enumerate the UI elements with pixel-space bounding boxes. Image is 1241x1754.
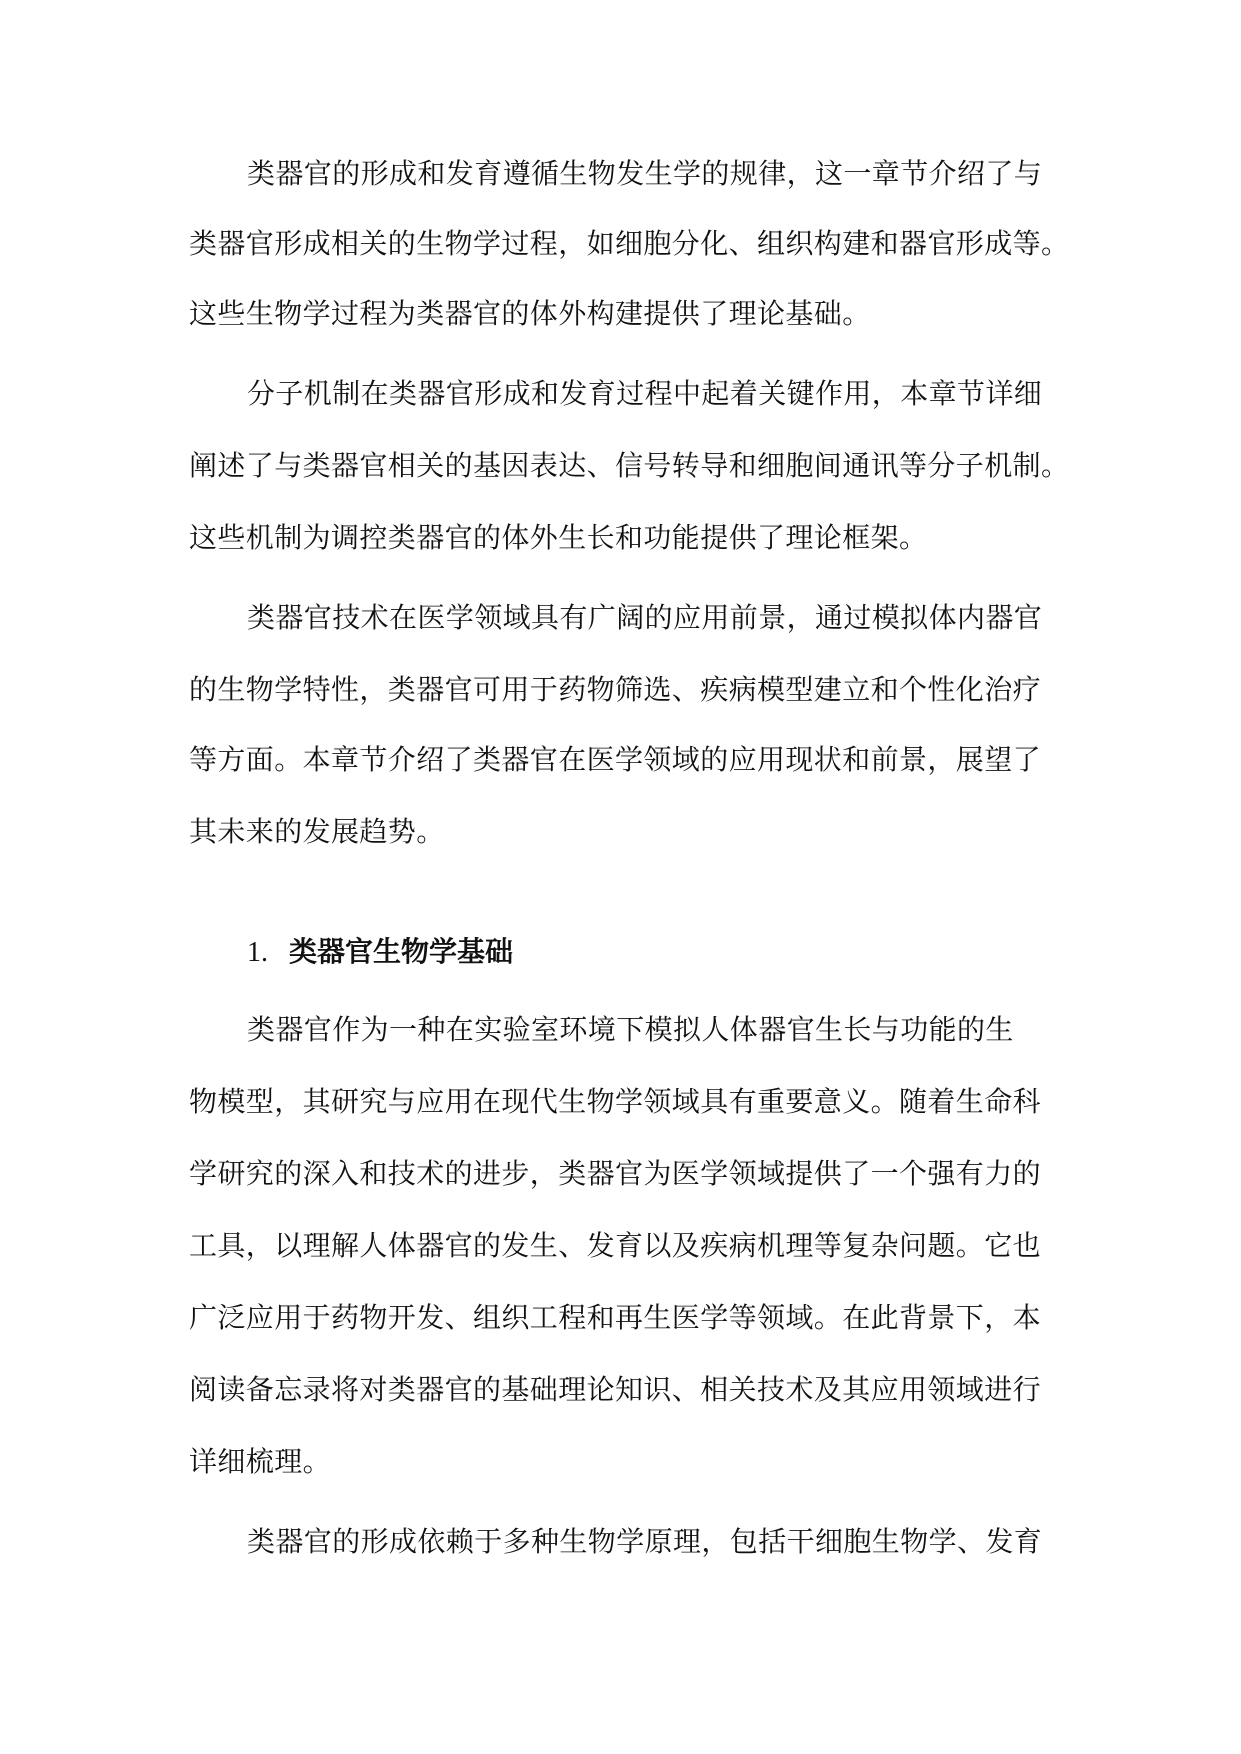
section-paragraph-1-line-1: 类器官作为一种在实验室环境下模拟人体器官生长与功能的生 xyxy=(247,1013,1014,1046)
section-paragraph-1-line-4: 工具，以理解人体器官的发生、发育以及疾病机理等复杂问题。它也 xyxy=(189,1229,1042,1262)
paragraph-2-line-3: 这些机制为调控类器官的体外生长和功能提供了理论框架。 xyxy=(189,521,928,554)
paragraph-2-line-2: 阐述了与类器官相关的基因表达、信号转导和细胞间通讯等分子机制。 xyxy=(189,449,1070,482)
section-paragraph-1-line-7: 详细梳理。 xyxy=(189,1445,332,1478)
section-number: 1. xyxy=(247,937,268,968)
section-paragraph-1-line-5: 广泛应用于药物开发、组织工程和再生医学等领域。在此背景下，本 xyxy=(189,1301,1042,1334)
section-paragraph-2-line-1: 类器官的形成依赖于多种生物学原理，包括干细胞生物学、发育 xyxy=(247,1525,1043,1558)
paragraph-2-line-1: 分子机制在类器官形成和发育过程中起着关键作用，本章节详细 xyxy=(247,377,1043,410)
paragraph-1-line-1: 类器官的形成和发育遵循生物发生学的规律，这一章节介绍了与 xyxy=(247,157,1043,190)
paragraph-3-line-4: 其未来的发展趋势。 xyxy=(189,815,445,848)
section-title: 类器官生物学基础 xyxy=(289,935,514,968)
section-paragraph-1-line-6: 阅读备忘录将对类器官的基础理论知识、相关技术及其应用领域进行 xyxy=(189,1373,1042,1406)
paragraph-3-line-2: 的生物学特性，类器官可用于药物筛选、疾病模型建立和个性化治疗 xyxy=(189,673,1042,706)
section-paragraph-1-line-2: 物模型，其研究与应用在现代生物学领域具有重要意义。随着生命科 xyxy=(189,1085,1042,1118)
paragraph-1-line-2: 类器官形成相关的生物学过程，如细胞分化、组织构建和器官形成等。 xyxy=(189,227,1070,260)
paragraph-3-line-3: 等方面。本章节介绍了类器官在医学领域的应用现状和前景，展望了 xyxy=(189,743,1042,776)
section-heading xyxy=(247,920,513,984)
paragraph-3-line-1: 类器官技术在医学领域具有广阔的应用前景，通过模拟体内器官 xyxy=(247,601,1043,634)
paragraph-1-line-3: 这些生物学过程为类器官的体外构建提供了理论基础。 xyxy=(189,297,871,330)
section-paragraph-1-line-3: 学研究的深入和技术的进步，类器官为医学领域提供了一个强有力的 xyxy=(189,1157,1042,1190)
